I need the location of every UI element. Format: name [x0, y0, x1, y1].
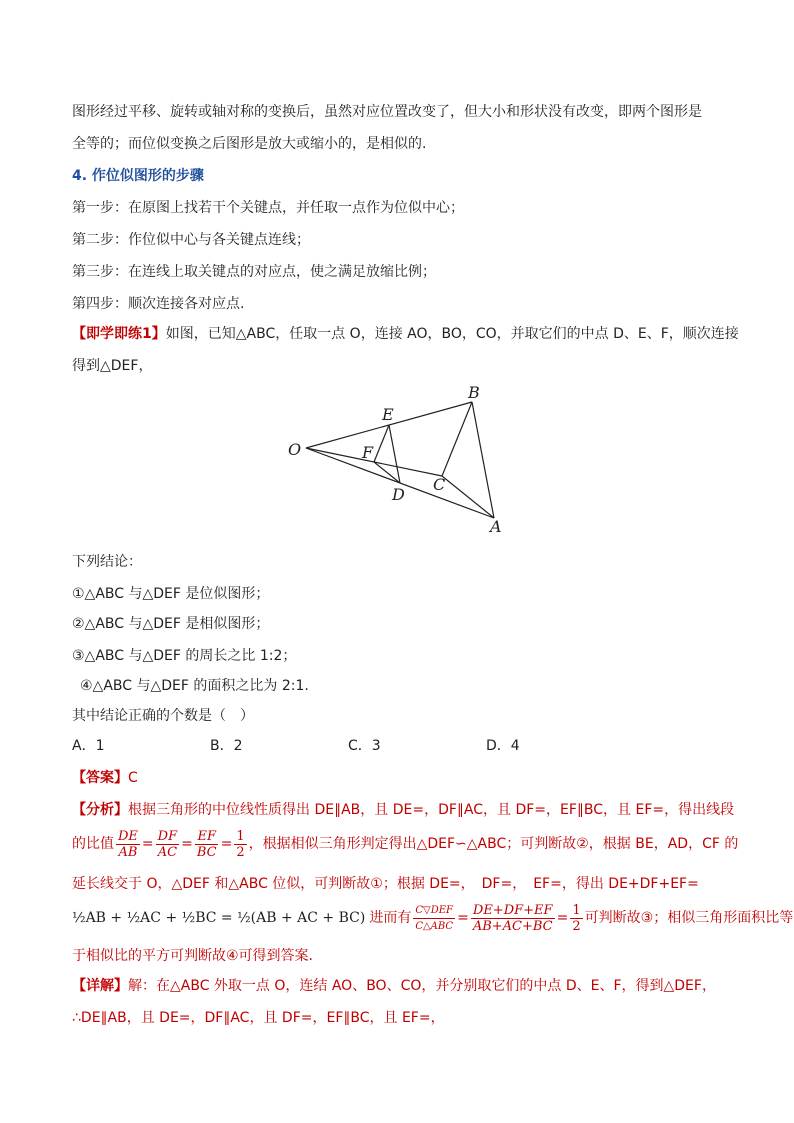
analysis-text-1: 根据三角形的中位线性质得出 DE∥AB，且 DE=，DF∥AC，且 DF=，EF∥BC，且 EF=，得出线段: [128, 802, 735, 818]
step-1: 第一步：在原图上找若干个关键点，并任取一点作为位似中心；: [72, 200, 464, 216]
line-BA: [472, 402, 494, 518]
answer-value: C: [128, 770, 138, 786]
exercise-line-2: 得到△DEF，: [72, 358, 153, 374]
fraction-df-ac: $\frac{DF}{AC}$: [157, 828, 178, 860]
fraction-one-half: $\frac{1}{2}$: [236, 828, 245, 860]
option-b: B．2: [210, 738, 243, 754]
analysis-line-4: ½AB + ½AC + ½BC = ½(AB + AC + BC) 进而有 $\frac{\text{C▽DEF}}{\text{C△ABC}}$ = $\frac{DE+DF+EF}{AB+AC+BC}$ = $\frac{1}{2}$ 可判断故③；相似三角形面积比等: [72, 902, 794, 934]
geometry-diagram: [270, 378, 530, 538]
conclusion-1: ①△ABC 与△DEF 是位似图形；: [72, 586, 270, 602]
intro-line-2: 全等的；而位似变换之后图形是放大或缩小的，是相似的.: [72, 136, 427, 152]
conclusions-intro: 下列结论：: [72, 554, 142, 570]
fraction-de-ab: $\frac{DE}{AB}$: [118, 828, 138, 860]
intro-line-1: 图形经过平移、旋转或轴对称的变换后，虽然对应位置改变了，但大小和形状没有改变，即两个图形是: [72, 104, 702, 120]
line-BC: [442, 402, 472, 476]
step-2: 第二步：作位似中心与各关键点连线；: [72, 232, 310, 248]
label-A: A: [490, 517, 502, 536]
line-CA: [442, 476, 494, 518]
answer-tag: 【答案】: [72, 770, 128, 786]
section-heading: 4. 作位似图形的步骤: [72, 168, 204, 184]
detail-tag: 【详解】: [72, 978, 128, 994]
label-E: E: [382, 405, 394, 424]
exercise-text-1: 如图，已知△ABC，任取一点 O，连接 AO，BO，CO，并取它们的中点 D、E、F，顺次连接: [165, 326, 739, 342]
question: 其中结论正确的个数是（ ）: [72, 708, 254, 724]
exercise-line-1: [72, 324, 739, 344]
answer-line: [72, 768, 138, 788]
label-F: F: [362, 443, 374, 462]
step-3: 第三步：在连线上取关键点的对应点，使之满足放缩比例；: [72, 264, 436, 280]
analysis-ratio-prefix: 的比值: [72, 836, 114, 852]
analysis-line-1: [72, 800, 734, 820]
conclusion-2: ②△ABC 与△DEF 是相似图形；: [72, 616, 270, 632]
analysis-text-4b: 可判断故③；相似三角形面积比等: [584, 910, 794, 926]
fraction-perimeter-ratio: $\frac{\text{C▽DEF}}{\text{C△ABC}}$: [415, 904, 454, 932]
detail-line-2: ∴DE∥AB，且 DE=，DF∥AC，且 DF=，EF∥BC，且 EF=，: [72, 1010, 445, 1026]
step-4: 第四步：顺次连接各对应点.: [72, 296, 245, 312]
detail-text-1: 解：在△ABC 外取一点 O，连结 AO、BO、CO，并分别取它们的中点 D、E、F，得到△DEF，: [128, 978, 716, 994]
half-sum-formula: ½AB + ½AC + ½BC = ½(AB + AC + BC): [72, 910, 366, 926]
exercise-tag: 【即学即练1】: [72, 326, 166, 342]
conclusion-3: ③△ABC 与△DEF 的周长之比 1:2；: [72, 648, 297, 664]
analysis-tag: 【分析】: [72, 802, 128, 818]
fraction-result-half: $\frac{1}{2}$: [572, 902, 581, 934]
detail-line-1: [72, 976, 716, 996]
analysis-text-2: ，根据相似三角形判定得出△DEF∽△ABC；可判断故②，根据 BE，AD，CF 的: [248, 836, 739, 852]
fraction-sides: $\frac{DE+DF+EF}{AB+AC+BC}$: [472, 902, 553, 934]
option-c: C．3: [348, 738, 381, 754]
label-C: C: [433, 475, 446, 494]
option-a: A．1: [72, 738, 105, 754]
label-B: B: [468, 383, 480, 402]
option-d: D．4: [486, 738, 520, 754]
label-D: D: [392, 485, 405, 504]
analysis-line-3: 延长线交于 O，△DEF 和△ABC 位似，可判断故①；根据 DE=， DF=， EF=，得出 DE+DF+EF=: [72, 876, 699, 892]
line-EF: [374, 425, 389, 462]
analysis-line-2: 的比值 $\frac{DE}{AB}$ = $\frac{DF}{AC}$ = $\frac{EF}{BC}$ = $\frac{1}{2}$ ，根据相似三角形判定得出△DEF∽△ABC；可判断故②，根据 BE，AD，CF 的: [72, 828, 739, 860]
line-ED: [389, 425, 400, 483]
analysis-text-4a: 进而有: [369, 910, 412, 926]
conclusion-4: ④△ABC 与△DEF 的面积之比为 2:1.: [80, 678, 309, 694]
analysis-line-5: 于相似比的平方可判断故④可得到答案.: [72, 948, 313, 964]
label-O: O: [288, 440, 302, 459]
fraction-ef-bc: $\frac{EF}{BC}$: [196, 828, 217, 860]
